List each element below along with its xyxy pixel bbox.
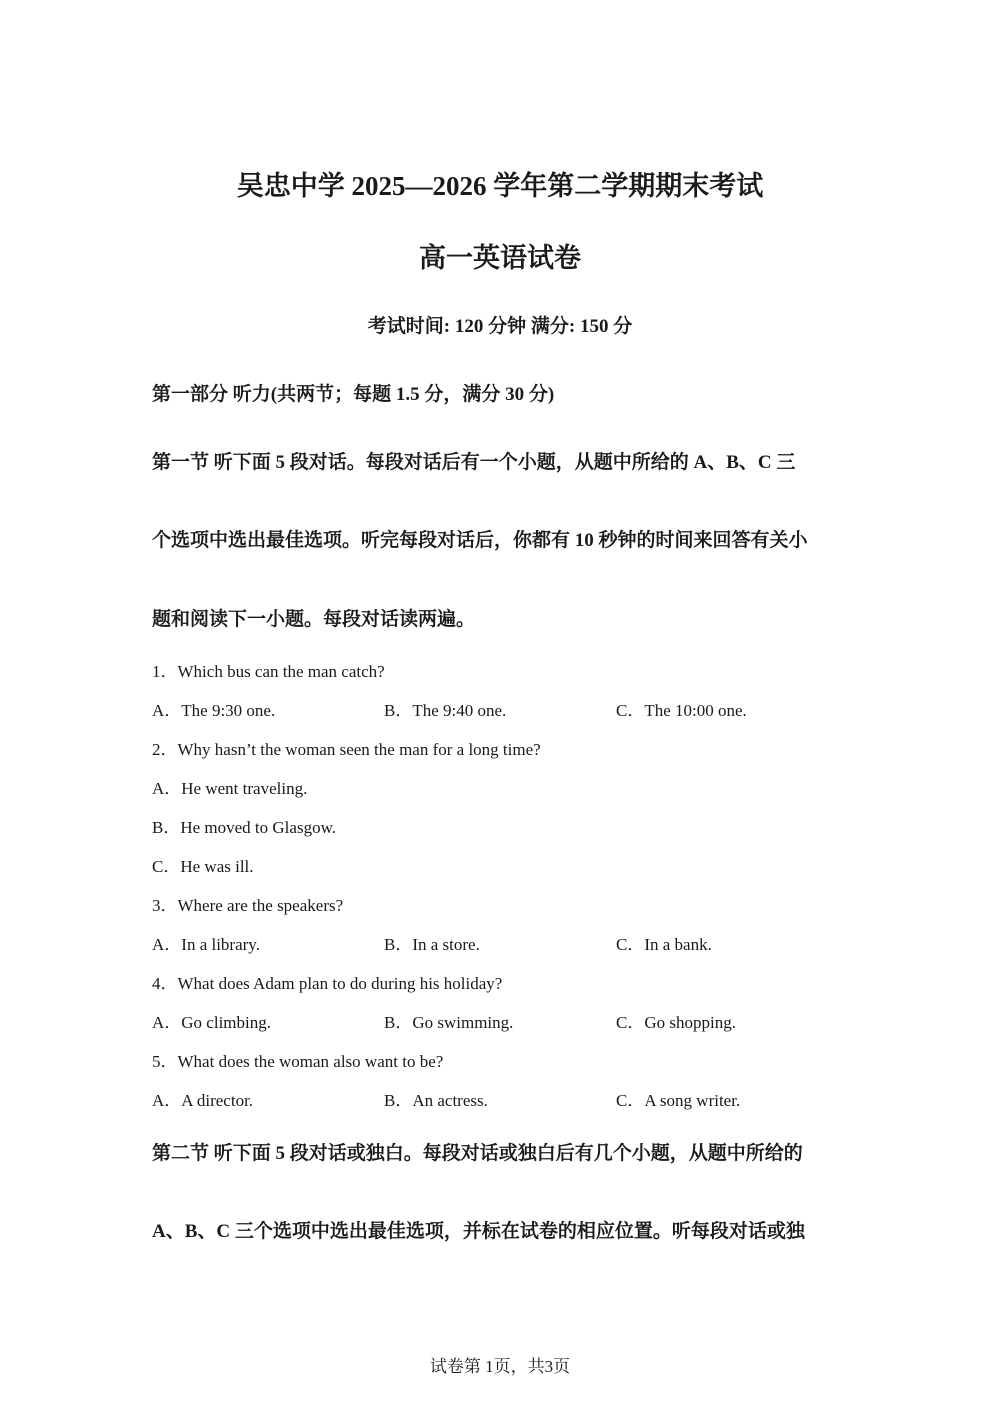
exam-info: 考试时间: 120 分钟 满分: 150 分 <box>367 316 633 337</box>
question-2-option-b: B．He moved to Glasgow. <box>152 818 336 837</box>
question-2-stem: 2．Why hasn’t the woman seen the man for a long time? <box>152 740 541 759</box>
part1-heading: 第一部分 听力(共两节；每题 1.5 分，满分 30 分) <box>152 384 555 405</box>
exam-title: 吴忠中学 2025—2026 学年第二学期期末考试 <box>236 171 764 201</box>
question-5-option-c: C．A song writer. <box>616 1091 741 1110</box>
question-5-stem: 5．What does the woman also want to be? <box>152 1052 444 1071</box>
question-1-option-c: C．The 10:00 one. <box>616 701 747 720</box>
section2-instruction-line-1: 第二节 听下面 5 段对话或独白。每段对话或独白后有几个小题，从题中所给的 <box>152 1143 803 1164</box>
section2-instruction-line-2: A、B、C 三个选项中选出最佳选项，并标在试卷的相应位置。听每段对话或独 <box>152 1221 805 1242</box>
exam-subtitle: 高一英语试卷 <box>419 243 581 273</box>
question-2-option-c: C．He was ill. <box>152 857 254 876</box>
question-5-option-a: A．A director. <box>152 1091 254 1110</box>
question-3-stem: 3．Where are the speakers? <box>152 896 344 915</box>
section1-instruction-line-2: 个选项中选出最佳选项。听完每段对话后，你都有 10 秒钟的时间来回答有关小 <box>152 530 808 551</box>
question-4-option-b: B．Go swimming. <box>384 1013 514 1032</box>
question-1-option-a: A．The 9:30 one. <box>152 701 276 720</box>
question-2-option-a: A．He went traveling. <box>152 779 308 798</box>
question-1-stem: 1．Which bus can the man catch? <box>152 662 385 681</box>
question-1-option-b: B．The 9:40 one. <box>384 701 507 720</box>
section1-instruction-line-3: 题和阅读下一小题。每段对话读两遍。 <box>152 609 476 630</box>
question-4-option-c: C．Go shopping. <box>616 1013 736 1032</box>
section1-instruction-line-1: 第一节 听下面 5 段对话。每段对话后有一个小题，从题中所给的 A、B、C 三 <box>152 452 796 473</box>
question-5-option-b: B．An actress. <box>384 1091 488 1110</box>
question-3-option-b: B．In a store. <box>384 935 480 954</box>
question-3-option-a: A．In a library. <box>152 935 260 954</box>
question-3-option-c: C．In a bank. <box>616 935 712 954</box>
question-4-stem: 4．What does Adam plan to do during his holiday? <box>152 974 503 993</box>
page-number-footer: 试卷第 1页，共3页 <box>429 1357 571 1376</box>
question-4-option-a: A．Go climbing. <box>152 1013 271 1032</box>
